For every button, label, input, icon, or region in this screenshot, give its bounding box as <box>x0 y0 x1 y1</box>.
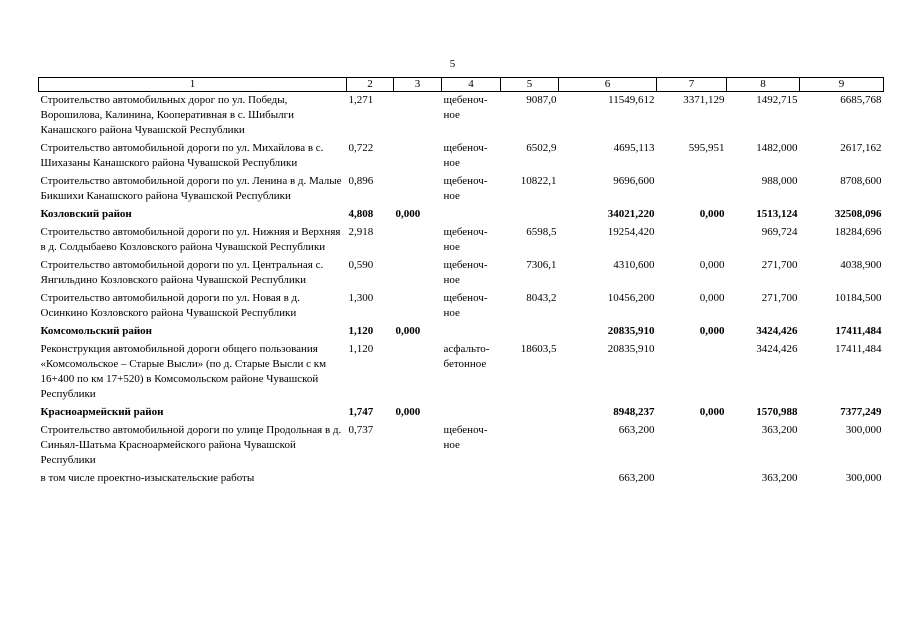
length-cell: 0,590 <box>348 259 374 271</box>
column-header: 8 <box>727 78 800 92</box>
length-cell: 1,120 <box>348 343 374 355</box>
col7-cell: 0,000 <box>699 259 725 271</box>
col3-cell: 0,000 <box>395 325 421 337</box>
surface-type-cell: щебеноч-ное <box>443 259 488 286</box>
object-name-cell: Строительство автомобильной дороги по ул. Новая в д. Осинкино Козловского района Чувашской Республики <box>40 292 300 319</box>
col9-cell: 32508,096 <box>834 208 882 220</box>
col7-cell: 0,000 <box>699 406 725 418</box>
length-cell: 0,737 <box>348 424 374 436</box>
table-row <box>39 224 884 257</box>
col3-cell <box>394 290 442 323</box>
col6-cell: 10456,200 <box>607 292 655 304</box>
length-cell: 0,896 <box>348 175 374 187</box>
object-name-cell: Строительство автомобильной дороги по улице Продольная в д. Синьял-Шатьма Красноармейского района Чувашской Республики <box>40 424 342 466</box>
table-row <box>39 257 884 290</box>
surface-type-cell: щебеноч-ное <box>443 292 488 319</box>
col6-cell: 663,200 <box>618 424 655 436</box>
col6-cell: 34021,220 <box>607 208 655 220</box>
column-header: 7 <box>657 78 727 92</box>
col8-cell: 271,700 <box>761 259 798 271</box>
col6-cell: 4695,113 <box>613 142 655 154</box>
col5-cell: 8043,2 <box>526 292 557 304</box>
col6-cell: 20835,910 <box>607 343 655 355</box>
col6-cell: 20835,910 <box>607 325 655 337</box>
col5-cell: 9087,0 <box>526 94 557 106</box>
column-header: 1 <box>39 78 347 92</box>
col9-cell: 17411,484 <box>835 325 882 337</box>
object-name-cell: Строительство автомобильной дороги по ул. Ленина в д. Малые Бикшихи Канашского района Чувашской Республики <box>40 175 342 202</box>
col8-cell: 1513,124 <box>756 208 798 220</box>
column-header: 4 <box>442 78 501 92</box>
object-name-cell: Строительство автомобильной дороги по ул. Центральная с. Янгильдино Козловского района Чувашской Республики <box>40 259 324 286</box>
surface-type-cell: щебеноч-ное <box>443 226 488 253</box>
col7-cell: 595,951 <box>688 142 725 154</box>
object-name-cell: Красноармейский район <box>40 406 164 418</box>
col8-cell: 1570,988 <box>756 406 798 418</box>
col5-cell <box>501 470 559 488</box>
surface-type-cell: щебеноч-ное <box>443 142 488 169</box>
object-name-cell: Строительство автомобильных дорог по ул. Победы, Ворошилова, Калинина, Кооперативная в с. Шибылги Канашского района Чувашской Республики <box>40 94 295 136</box>
column-header: 9 <box>800 78 884 92</box>
col5-cell: 6502,9 <box>526 142 557 154</box>
col9-cell: 8708,600 <box>840 175 882 187</box>
col5-cell: 18603,5 <box>520 343 557 355</box>
col5-cell: 10822,1 <box>520 175 557 187</box>
object-name-cell: в том числе проектно-изыскательские работы <box>40 472 255 484</box>
col8-cell: 1492,715 <box>756 94 798 106</box>
col9-cell: 4038,900 <box>840 259 882 271</box>
length-cell: 1,271 <box>348 94 374 106</box>
col7-cell <box>657 422 727 470</box>
table-row <box>39 341 884 404</box>
col5-cell <box>501 422 559 470</box>
col7-cell <box>657 341 727 404</box>
col9-cell: 17411,484 <box>835 343 882 355</box>
column-header: 2 <box>347 78 394 92</box>
col3-cell <box>394 224 442 257</box>
length-cell: 1,120 <box>348 325 374 337</box>
col3-cell <box>394 140 442 173</box>
col7-cell <box>657 173 727 206</box>
col9-cell: 7377,249 <box>840 406 882 418</box>
col3-cell <box>394 257 442 290</box>
column-header: 6 <box>559 78 657 92</box>
col7-cell: 0,000 <box>699 325 725 337</box>
object-name-cell: Козловский район <box>40 208 132 220</box>
col6-cell: 8948,237 <box>613 406 655 418</box>
object-name-cell: Строительство автомобильной дороги по ул. Михайлова в с. Шихазаны Канашского района Чувашской Республики <box>40 142 324 169</box>
col7-cell <box>657 224 727 257</box>
district-total-row <box>39 206 884 224</box>
surface-type-cell: щебеноч-ное <box>443 175 488 202</box>
col8-cell: 271,700 <box>761 292 798 304</box>
col7-cell: 0,000 <box>699 292 725 304</box>
table-row <box>39 470 884 488</box>
col9-cell: 6685,768 <box>840 94 882 106</box>
col7-cell <box>657 470 727 488</box>
column-header: 3 <box>394 78 442 92</box>
col9-cell: 300,000 <box>845 424 882 436</box>
col5-cell <box>501 404 559 422</box>
col3-cell: 0,000 <box>395 208 421 220</box>
col3-cell: 0,000 <box>395 406 421 418</box>
table-row <box>39 140 884 173</box>
col7-cell: 0,000 <box>699 208 725 220</box>
data-table <box>38 77 884 488</box>
col3-cell <box>394 422 442 470</box>
col3-cell <box>394 470 442 488</box>
surface-type-cell <box>442 206 501 224</box>
col3-cell <box>394 341 442 404</box>
length-cell: 2,918 <box>348 226 374 238</box>
col9-cell: 2617,162 <box>840 142 882 154</box>
col6-cell: 11549,612 <box>608 94 655 106</box>
table-row <box>39 92 884 141</box>
object-name-cell: Реконструкция автомобильной дороги общего пользования «Комсомольское – Старые Высли» (по д. Старые Высли с км 16+400 по км 17+520) в Комсомольском районе Чувашской Республики <box>40 343 327 400</box>
col8-cell: 969,724 <box>761 226 798 238</box>
col6-cell: 9696,600 <box>613 175 655 187</box>
length-cell: 1,300 <box>348 292 374 304</box>
header-row <box>39 78 884 92</box>
district-total-row <box>39 404 884 422</box>
object-name-cell: Комсомольский район <box>40 325 153 337</box>
col8-cell: 3424,426 <box>756 343 798 355</box>
col8-cell: 1482,000 <box>756 142 798 154</box>
col6-cell: 4310,600 <box>613 259 655 271</box>
length-cell <box>347 470 394 488</box>
table-row <box>39 173 884 206</box>
surface-type-cell: щебеноч-ное <box>443 94 488 121</box>
surface-type-cell <box>442 470 501 488</box>
col8-cell: 988,000 <box>761 175 798 187</box>
table-row <box>39 422 884 470</box>
col8-cell: 363,200 <box>761 472 798 484</box>
col6-cell: 19254,420 <box>607 226 655 238</box>
surface-type-cell <box>442 404 501 422</box>
length-cell: 4,808 <box>348 208 374 220</box>
page-number: 5 <box>449 58 456 70</box>
district-total-row <box>39 323 884 341</box>
col9-cell: 18284,696 <box>834 226 882 238</box>
table-row <box>39 290 884 323</box>
col5-cell <box>501 323 559 341</box>
surface-type-cell <box>442 323 501 341</box>
col5-cell: 6598,5 <box>526 226 557 238</box>
table-body <box>39 92 884 489</box>
col3-cell <box>394 92 442 141</box>
col7-cell: 3371,129 <box>683 94 725 106</box>
col5-cell <box>501 206 559 224</box>
col3-cell <box>394 173 442 206</box>
surface-type-cell: щебеноч-ное <box>443 424 488 451</box>
length-cell: 1,747 <box>348 406 374 418</box>
col8-cell: 363,200 <box>761 424 798 436</box>
column-header: 5 <box>501 78 559 92</box>
col9-cell: 300,000 <box>845 472 882 484</box>
col9-cell: 10184,500 <box>834 292 882 304</box>
col5-cell: 7306,1 <box>526 259 557 271</box>
col8-cell: 3424,426 <box>756 325 798 337</box>
object-name-cell: Строительство автомобильной дороги по ул. Нижняя и Верхняя в д. Солдыбаево Козловского района Чувашской Республики <box>40 226 341 253</box>
col6-cell: 663,200 <box>618 472 655 484</box>
surface-type-cell: асфальто-бетонное <box>443 343 490 370</box>
length-cell: 0,722 <box>348 142 374 154</box>
